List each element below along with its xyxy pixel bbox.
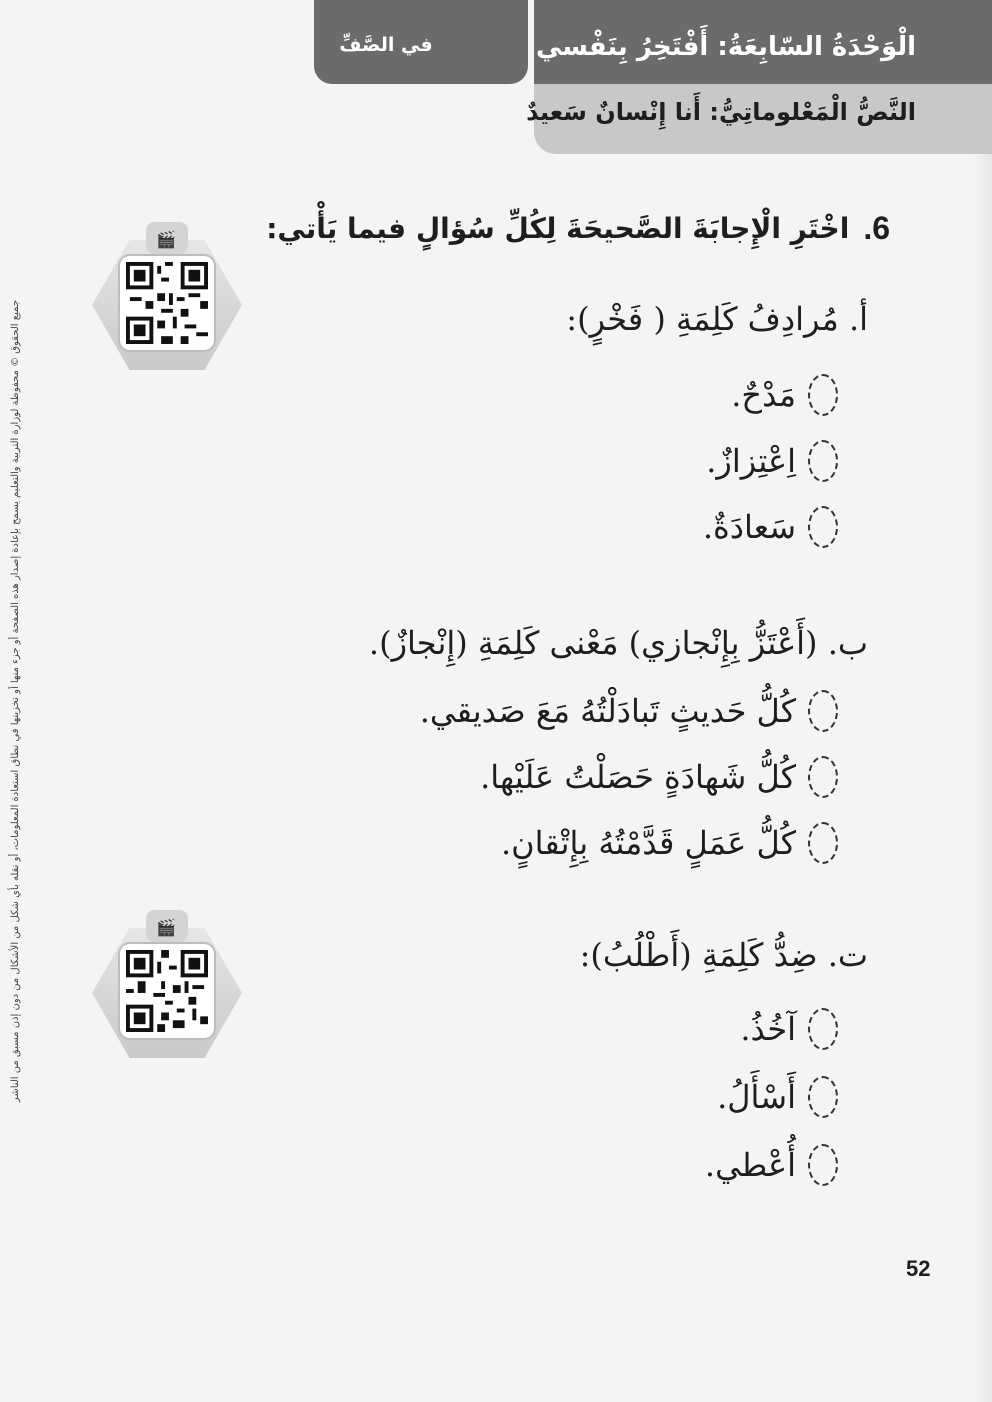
radio-circle[interactable]	[808, 440, 838, 482]
qr-video-badge-1[interactable]	[92, 222, 242, 372]
option-t-2[interactable]	[717, 1076, 838, 1118]
option-label: سَعادَةٌ.	[702, 508, 796, 546]
radio-circle[interactable]	[808, 506, 838, 548]
page-edge-shadow	[974, 0, 992, 1402]
page-number: 52	[906, 1256, 931, 1281]
option-label: كُلُّ حَديثٍ تَبادَلْتُهُ مَعَ صَديقي.	[419, 692, 796, 730]
radio-circle[interactable]	[808, 1076, 838, 1118]
question-number: 6.	[863, 210, 890, 246]
option-label: أُعْطي.	[704, 1146, 796, 1184]
option-a-3[interactable]	[703, 506, 838, 548]
option-b-3[interactable]	[501, 822, 838, 864]
option-label: كُلُّ عَمَلٍ قَدَّمْتُهُ بِإِتْقانٍ.	[500, 824, 796, 862]
clapperboard-icon: 🎬	[146, 222, 188, 254]
section-t-title: ت. ضِدُّ كَلِمَةِ (أَطْلُبُ):	[579, 936, 868, 974]
option-label: اِعْتِزازٌ.	[706, 442, 796, 480]
option-label: آخُذُ.	[740, 1010, 796, 1048]
copyright-notice: جميع الحقوق © محفوظة لوزارة التربية والتعليم يسمح بإعادة إصدار هذه الصفحة أو جزء منها أو تخزينها في نطاق استعادة المعلومات، أو نقله بأي شكل من الأشكال من دون إذن مسبق من الناشر	[10, 300, 21, 1103]
radio-circle[interactable]	[808, 1144, 838, 1186]
option-a-2[interactable]	[706, 440, 838, 482]
qr-code-icon	[126, 262, 208, 344]
radio-circle[interactable]	[808, 756, 838, 798]
question-instruction: اخْتَرِ الْإِجابَةَ الصَّحيحَةَ لِكُلِّ سُؤالٍ فيما يَأْتي:	[266, 212, 850, 245]
radio-circle[interactable]	[808, 822, 838, 864]
option-label: كُلُّ شَهادَةٍ حَصَلْتُ عَلَيْها.	[480, 758, 796, 796]
option-b-2[interactable]	[480, 756, 838, 798]
option-t-3[interactable]	[705, 1144, 838, 1186]
qr-code-icon	[126, 950, 208, 1032]
qr-code[interactable]	[120, 256, 214, 350]
section-a-title: أ. مُرادِفُ كَلِمَةِ ( فَخْرٍ):	[566, 300, 868, 338]
radio-circle[interactable]	[808, 1008, 838, 1050]
option-t-1[interactable]	[740, 1008, 838, 1050]
option-label: أَسْأَلُ.	[717, 1078, 796, 1116]
option-a-1[interactable]	[731, 374, 838, 416]
section-b-title: ب. (أَعْتَزُّ بِإِنْجازي) مَعْنى كَلِمَةِ (إِنْجازٌ).	[368, 624, 868, 662]
class-label: في الصَّفِّ	[339, 34, 433, 56]
radio-circle[interactable]	[808, 374, 838, 416]
clapperboard-icon: 🎬	[146, 910, 188, 942]
qr-code[interactable]	[120, 944, 214, 1038]
option-label: مَدْحٌ.	[731, 376, 796, 414]
unit-title: الْوَحْدَةُ السّابِعَةُ: أَفْتَخِرُ بِنَفْسي	[535, 32, 916, 62]
lesson-subtitle: النَّصُّ الْمَعْلوماتِيُّ: أَنا إِنْسانٌ سَعيدٌ	[526, 98, 916, 126]
qr-video-badge-2[interactable]	[92, 910, 242, 1060]
question-heading	[266, 210, 890, 247]
option-b-1[interactable]	[420, 690, 838, 732]
radio-circle[interactable]	[808, 690, 838, 732]
